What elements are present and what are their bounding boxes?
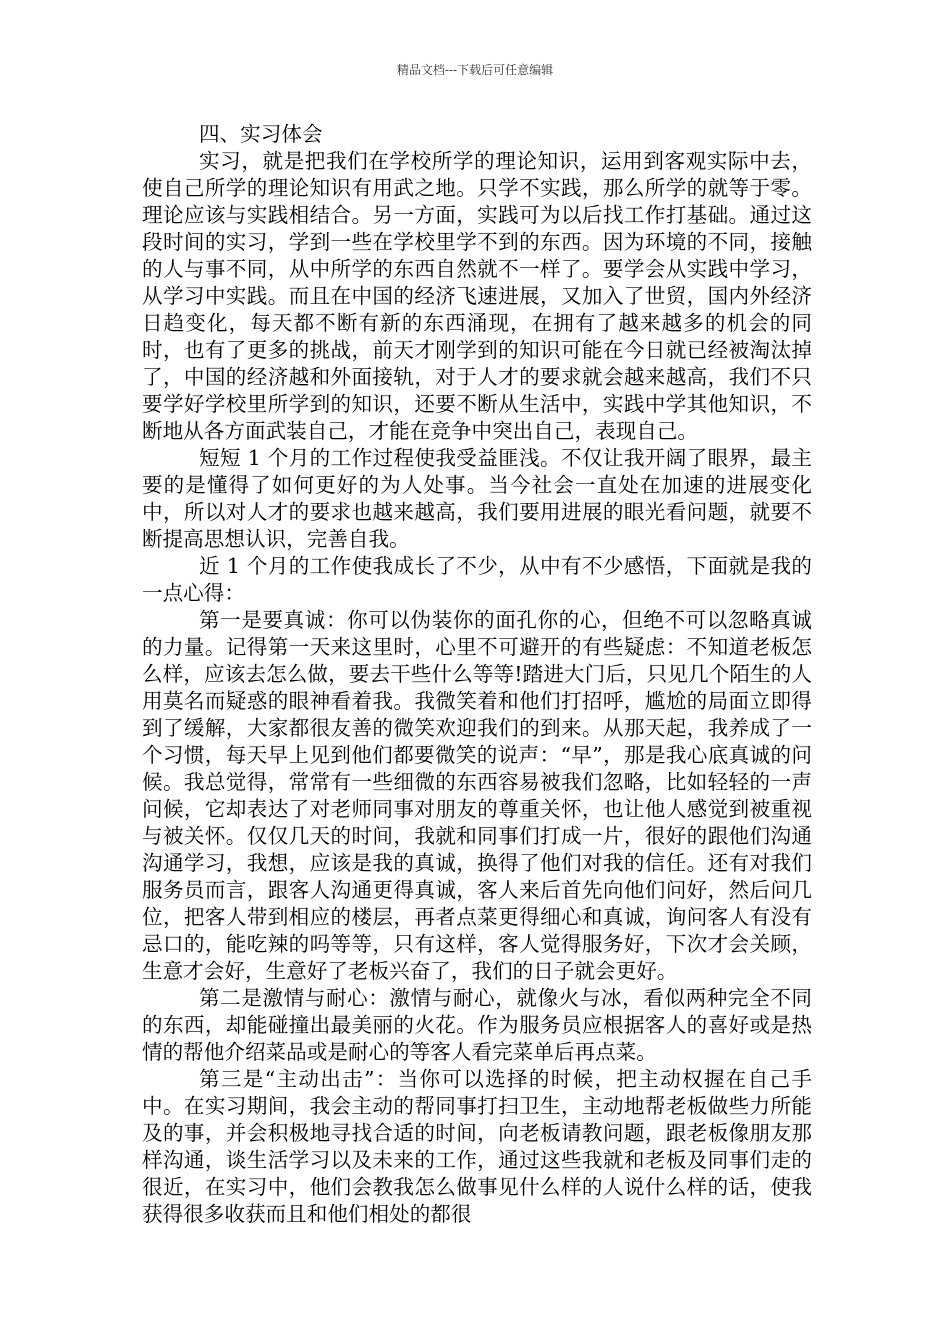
document-body bbox=[142, 121, 812, 1228]
paragraph-sincerity: 第一是要真诚：你可以伪装你的面孔你的心，但绝不可以忽略真诚的力量。记得第一天来这里时，心里不可避开的有些疑虑：不知道老板怎么样，应该去怎么做，要去干些什么等等!踏进大门后，只见几个陌生的人用莫名而疑惑的眼神看着我。我微笑着和他们打招呼，尴尬的局面立即得到了缓解，大家都很友善的微笑欢迎我们的到来。从那天起，我养成了一个习惯，每天早上见到他们都要微笑的说声：“早”，那是我心底真诚的问候。我总觉得，常常有一些细微的东西容易被我们忽略，比如轻轻的一声问候，它却表达了对老师同事对朋友的尊重关怀，也让他人感觉到被重视与被关怀。仅仅几天的时间，我就和同事们打成一片，很好的跟他们沟通沟通学习，我想，应该是我的真诚，换得了他们对我的信任。还有对我们服务员而言，跟客人沟通更得真诚，客人来后首先向他们问好，然后问几位，把客人带到相应的楼层，再者点菜更得细心和真诚，询问客人有没有忌口的，能吃辣的吗等等，只有这样，客人觉得服务好，下次才会关顾，生意才会好，生意好了老板兴奋了，我们的日子就会更好。 bbox=[142, 608, 812, 983]
paragraph-benefit: 短短 1 个月的工作过程使我受益匪浅。不仅让我开阔了眼界，最主要的是懂得了如何更好的为人处事。当今社会一直处在加速的进展变化中，所以对人才的要求也越来越高，我们要用进展的眼光看问题，就要不断提高思想认识，完善自我。 bbox=[142, 446, 812, 551]
paragraph-passion-patience: 第二是激情与耐心：激情与耐心，就像火与冰，看似两种完全不同的东西，却能碰撞出最美丽的火花。作为服务员应根据客人的喜好或是热情的帮他介绍菜品或是耐心的等客人看完菜单后再点菜。 bbox=[142, 986, 812, 1064]
paragraph-initiative: 第三是“主动出击”：当你可以选择的时候，把主动权握在自己手中。在实习期间，我会主动的帮同事打扫卫生，主动地帮老板做些力所能及的事，并会积极地寻找合适的时间，向老板请教问题，跟老板像朋友那样沟通，谈生活学习以及未来的工作，通过这些我就和老板及同事们走的很近，在实习中，他们会教我怎么做事见什么样的人说什么样的话，使我获得很多收获而且和他们相处的都很 bbox=[142, 1067, 812, 1226]
section-heading: 四、实习体会 bbox=[199, 122, 323, 146]
paragraph-growth: 近 1 个月的工作使我成长了不少，从中有不少感悟，下面就是我的一点心得： bbox=[142, 554, 812, 605]
page-header: 精品文档---下载后可任意编辑 bbox=[396, 63, 554, 77]
paragraph-intro: 实习，就是把我们在学校所学的理论知识，运用到客观实际中去，使自己所学的理论知识有用武之地。只学不实践，那么所学的就等于零。理论应该与实践相结合。另一方面，实践可为以后找工作打基础。通过这段时间的实习，学到一些在学校里学不到的东西。因为环境的不同，接触的人与事不同，从中所学的东西自然就不一样了。要学会从实践中学习，从学习中实践。而且在中国的经济飞速进展，又加入了世贸，国内外经济日趋变化，每天都不断有新的东西涌现，在拥有了越来越多的机会的同时，也有了更多的挑战，前天才刚学到的知识可能在今日就已经被淘汰掉了，中国的经济越和外面接轨，对于人才的要求就会越来越高，我们不只要学好学校里所学到的知识，还要不断从生活中，实践中学其他知识，不断地从各方面武装自己，才能在竞争中突出自己，表现自己。 bbox=[142, 149, 812, 443]
